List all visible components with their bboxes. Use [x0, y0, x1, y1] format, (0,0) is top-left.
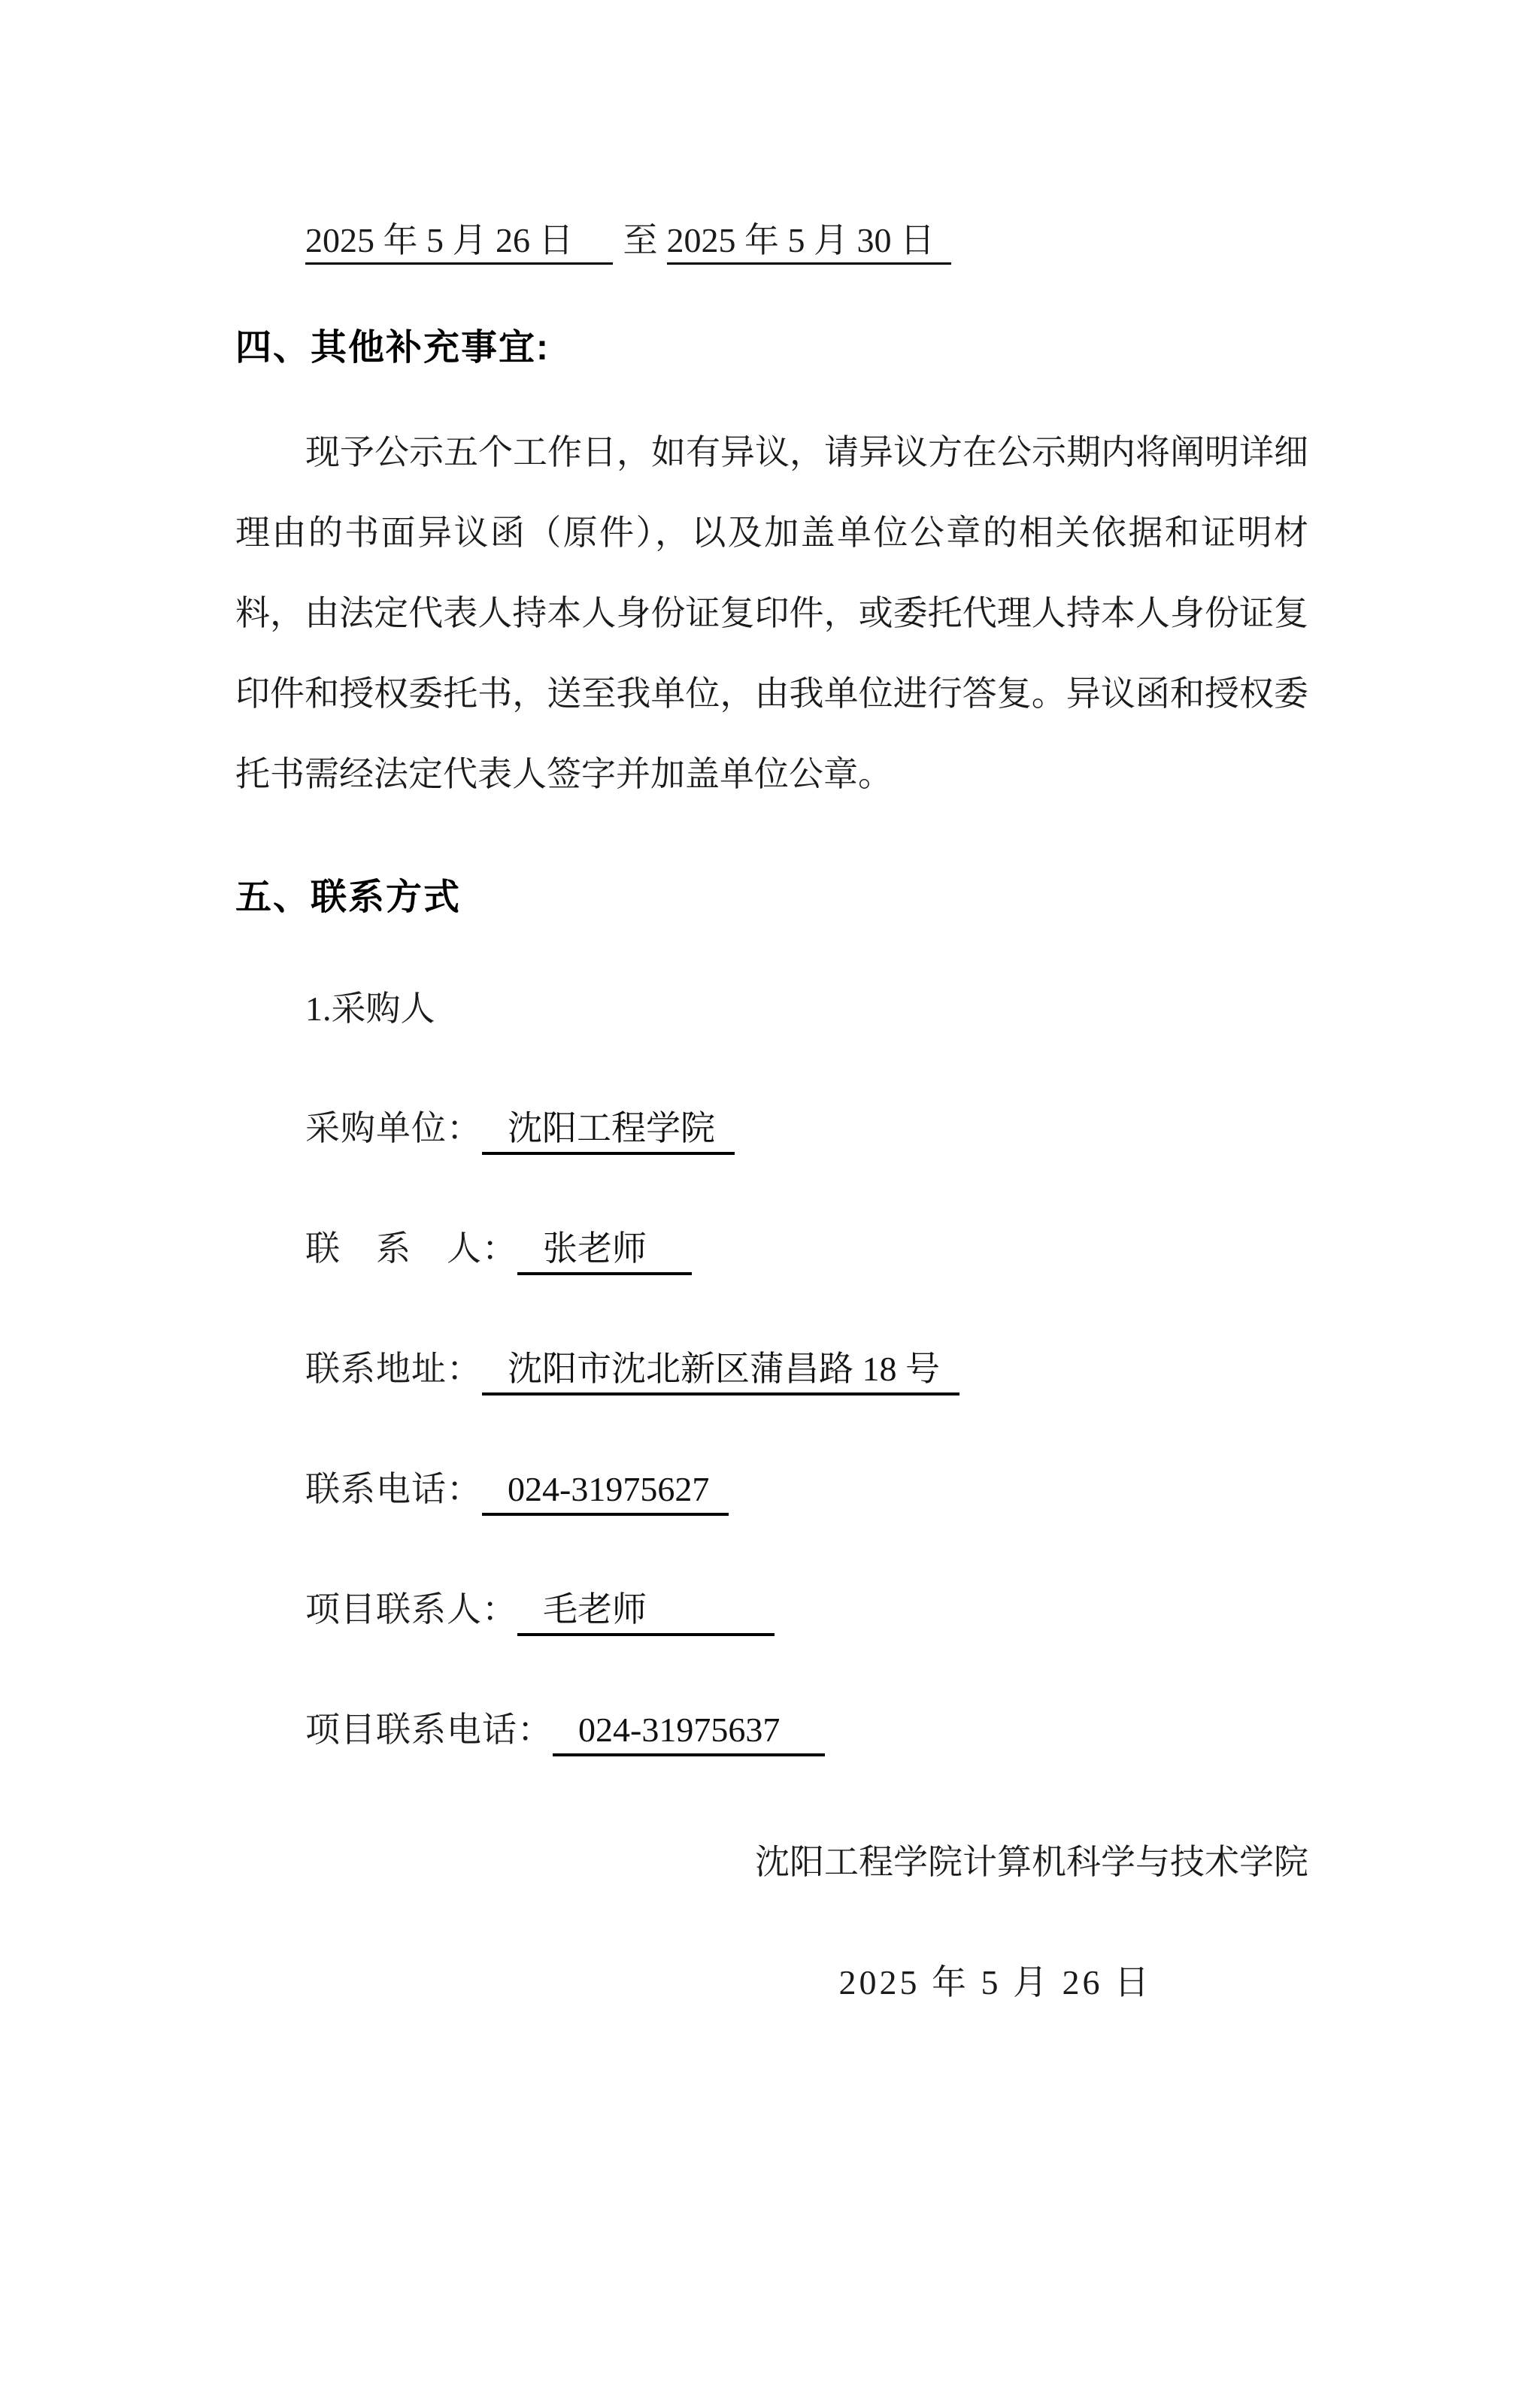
footer-date: 2025 年 5 月 26 日 [838, 1963, 1152, 2002]
document-page [0, 217, 1540, 2394]
contact-field-purchasing-unit [235, 1105, 1308, 1153]
field-value: 024-31975627 [482, 1470, 729, 1516]
field-label: 项目联系电话： [305, 1711, 553, 1749]
field-label: 项目联系人： [305, 1590, 517, 1629]
section4-paragraph: 现予公示五个工作日，如有异议，请异议方在公示期内将阐明详细理由的书面异议函（原件），以及加盖单位公章的相关依据和证明材料，由法定代表人持本人身份证复印件，或委托代理人持本人身份证复印件和授权委托书，送至我单位，由我单位进行答复。异议函和授权委托书需经法定代表人签字并加盖单位公章。 [235, 433, 1308, 793]
field-label: 联系地址： [305, 1350, 482, 1388]
contact-field-project-phone [235, 1706, 1308, 1754]
field-label: 联系电话： [305, 1470, 482, 1508]
contact-field-contact-person [235, 1225, 1308, 1273]
field-label: 联 系 人： [305, 1229, 517, 1268]
section4-heading: 四、其他补充事宜: [235, 328, 550, 368]
section5-heading: 五、联系方式 [235, 877, 462, 917]
notice-period-separator: 至 [623, 221, 658, 259]
notice-period-end-date: 2025 年 5 月 30 日 [667, 221, 952, 265]
contact-field-phone [235, 1465, 1308, 1514]
field-value: 沈阳工程学院 [482, 1109, 735, 1155]
field-value: 毛老师 [517, 1590, 775, 1636]
contact-field-address [235, 1345, 1308, 1393]
purchaser-subheading: 1.采购人 [305, 989, 435, 1028]
contact-field-project-contact-person [235, 1586, 1308, 1634]
field-value: 沈阳市沈北新区蒲昌路 18 号 [482, 1350, 959, 1395]
field-value: 024-31975637 [553, 1711, 825, 1756]
notice-period-start-date: 2025 年 5 月 26 日 [305, 221, 613, 265]
notice-period-line [235, 217, 1308, 265]
field-value: 张老师 [517, 1229, 692, 1275]
field-label: 采购单位： [305, 1109, 482, 1147]
footer-organization: 沈阳工程学院计算机科学与技术学院 [755, 1843, 1308, 1881]
